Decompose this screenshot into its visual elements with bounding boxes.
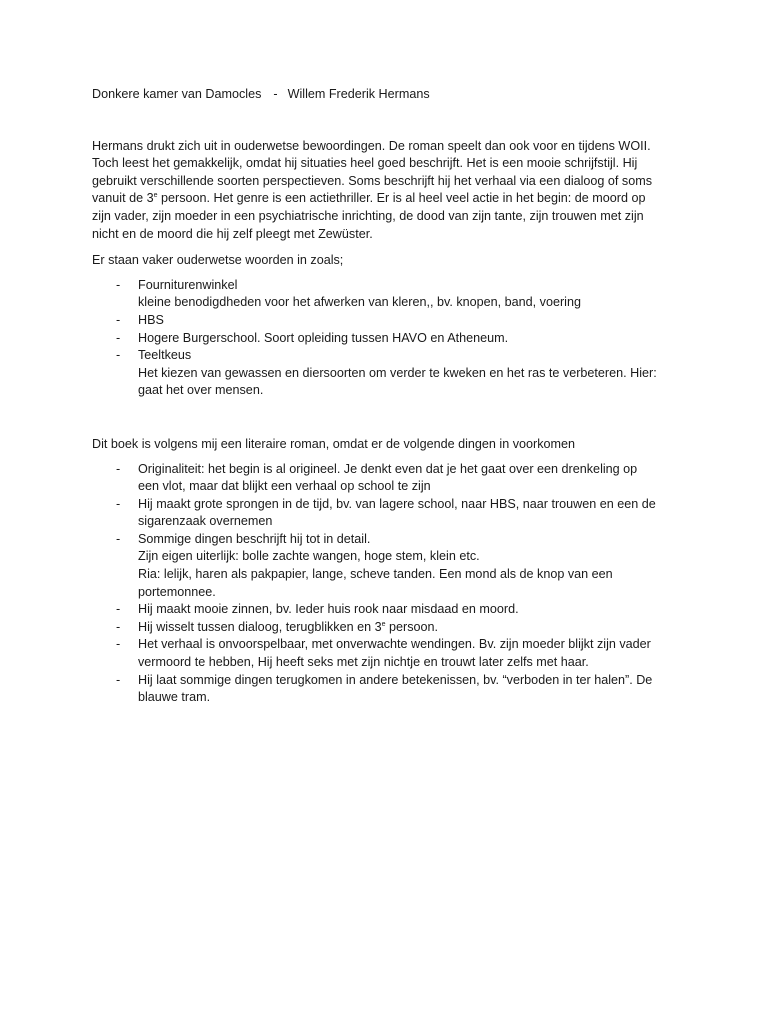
list-item bbox=[92, 636, 684, 671]
intro-line: Toch leest het gemakkelijk, omdat hij situaties heel goed beschrijft. Het is een mooie schrijfstijl. Hij bbox=[92, 156, 638, 171]
list-item bbox=[92, 461, 684, 496]
bullet-dash: - bbox=[116, 602, 121, 617]
list-item bbox=[92, 347, 684, 400]
list-line-post: persoon. bbox=[385, 619, 439, 634]
old-words-list bbox=[92, 277, 684, 400]
word-term: Fourniturenwinkel bbox=[138, 277, 238, 292]
book-title: Donkere kamer van Damocles bbox=[92, 87, 262, 101]
intro-line: Hermans drukt zich uit in ouderwetse bewoordingen. De roman speelt dan ook voor en tijdens WOII. bbox=[92, 138, 651, 153]
word-term: Hogere Burgerschool. Soort opleiding tussen HAVO en Atheneum. bbox=[138, 330, 509, 345]
list-item bbox=[92, 601, 684, 619]
bullet-dash: - bbox=[116, 619, 121, 634]
list-item bbox=[92, 312, 684, 330]
list-item bbox=[92, 619, 684, 637]
document-title bbox=[92, 86, 684, 104]
list-item bbox=[92, 277, 684, 312]
list-line: Ria: lelijk, haren als pakpapier, lange, scheve tanden. Een mond als de knop van een bbox=[138, 567, 613, 582]
document-content bbox=[92, 86, 684, 707]
intro-line: gebruikt verschillende soorten perspectieven. Soms beschrijft hij het verhaal via een dialoog of soms bbox=[92, 173, 653, 188]
list-line: portemonnee. bbox=[138, 584, 216, 599]
bullet-dash: - bbox=[116, 330, 121, 345]
list-item bbox=[92, 672, 684, 707]
list-line: Hij maakt grote sprongen in de tijd, bv. van lagere school, naar HBS, naar trouwen en een de bbox=[138, 496, 656, 511]
intro-line-post: persoon. Het genre is een actiethriller. Er is al heel veel actie in het begin: de moord op bbox=[157, 191, 646, 206]
list-line: Sommige dingen beschrijft hij tot in detail. bbox=[138, 531, 371, 546]
list-line: Hij laat sommige dingen terugkomen in andere betekenissen, bv. “verboden in ter halen”. De bbox=[138, 672, 653, 687]
intro-line-pre: vanuit de 3 bbox=[92, 191, 154, 206]
superscript: e bbox=[381, 620, 386, 628]
word-term: Teeltkeus bbox=[138, 348, 192, 363]
list-line: een vlot, maar dat blijkt een verhaal op school te zijn bbox=[138, 479, 431, 494]
author-name: Willem Frederik Hermans bbox=[287, 87, 430, 101]
literary-reasons-list bbox=[92, 461, 684, 707]
list-line bbox=[138, 619, 684, 637]
word-term: HBS bbox=[138, 312, 164, 327]
list-line: Hij maakt mooie zinnen, bv. Ieder huis rook naar misdaad en moord. bbox=[138, 602, 519, 617]
superscript: e bbox=[153, 192, 158, 200]
bullet-dash: - bbox=[116, 531, 121, 546]
list-line: Originaliteit: het begin is al origineel. Je denkt even dat je het gaat over een drenkeling op bbox=[138, 461, 638, 476]
bullet-dash: - bbox=[116, 637, 121, 652]
bullet-dash: - bbox=[116, 277, 121, 292]
intro-line: zijn vader, zijn moeder in een psychiatrische inrichting, de dood van zijn tante, zijn trouwen met zijn bbox=[92, 208, 644, 223]
title-separator: - bbox=[273, 87, 278, 101]
word-definition: Het kiezen van gewassen en diersoorten om verder te kweken en het ras te verbeteren. Hier: bbox=[138, 365, 657, 380]
list-line: Het verhaal is onvoorspelbaar, met onverwachte wendingen. Bv. zijn moeder blijkt zijn vader bbox=[138, 637, 651, 652]
list-line-pre: Hij wisselt tussen dialoog, terugblikken en 3 bbox=[138, 619, 382, 634]
list-item bbox=[92, 330, 684, 348]
list-line: Zijn eigen uiterlijk: bolle zachte wangen, hoge stem, klein etc. bbox=[138, 549, 480, 564]
word-definition: gaat het over mensen. bbox=[138, 383, 264, 398]
bullet-dash: - bbox=[116, 496, 121, 511]
bullet-dash: - bbox=[116, 312, 121, 327]
words-lead: Er staan vaker ouderwetse woorden in zoals; bbox=[92, 253, 344, 268]
word-definition: kleine benodigdheden voor het afwerken van kleren,, bv. knopen, band, voering bbox=[138, 295, 581, 310]
intro-line: nicht en de moord die hij zelf pleegt met Zewüster. bbox=[92, 226, 373, 241]
literary-lead: Dit boek is volgens mij een literaire roman, omdat er de volgende dingen in voorkomen bbox=[92, 436, 576, 451]
list-line: blauwe tram. bbox=[138, 690, 211, 705]
list-line: sigarenzaak overnemen bbox=[138, 514, 273, 529]
bullet-dash: - bbox=[116, 348, 121, 363]
list-item bbox=[92, 496, 684, 531]
intro-paragraph bbox=[92, 138, 684, 244]
bullet-dash: - bbox=[116, 672, 121, 687]
bullet-dash: - bbox=[116, 461, 121, 476]
list-line: vermoord te hebben, Hij heeft seks met zijn nichtje en trouwt later zelfs met haar. bbox=[138, 655, 589, 670]
list-item bbox=[92, 531, 684, 601]
